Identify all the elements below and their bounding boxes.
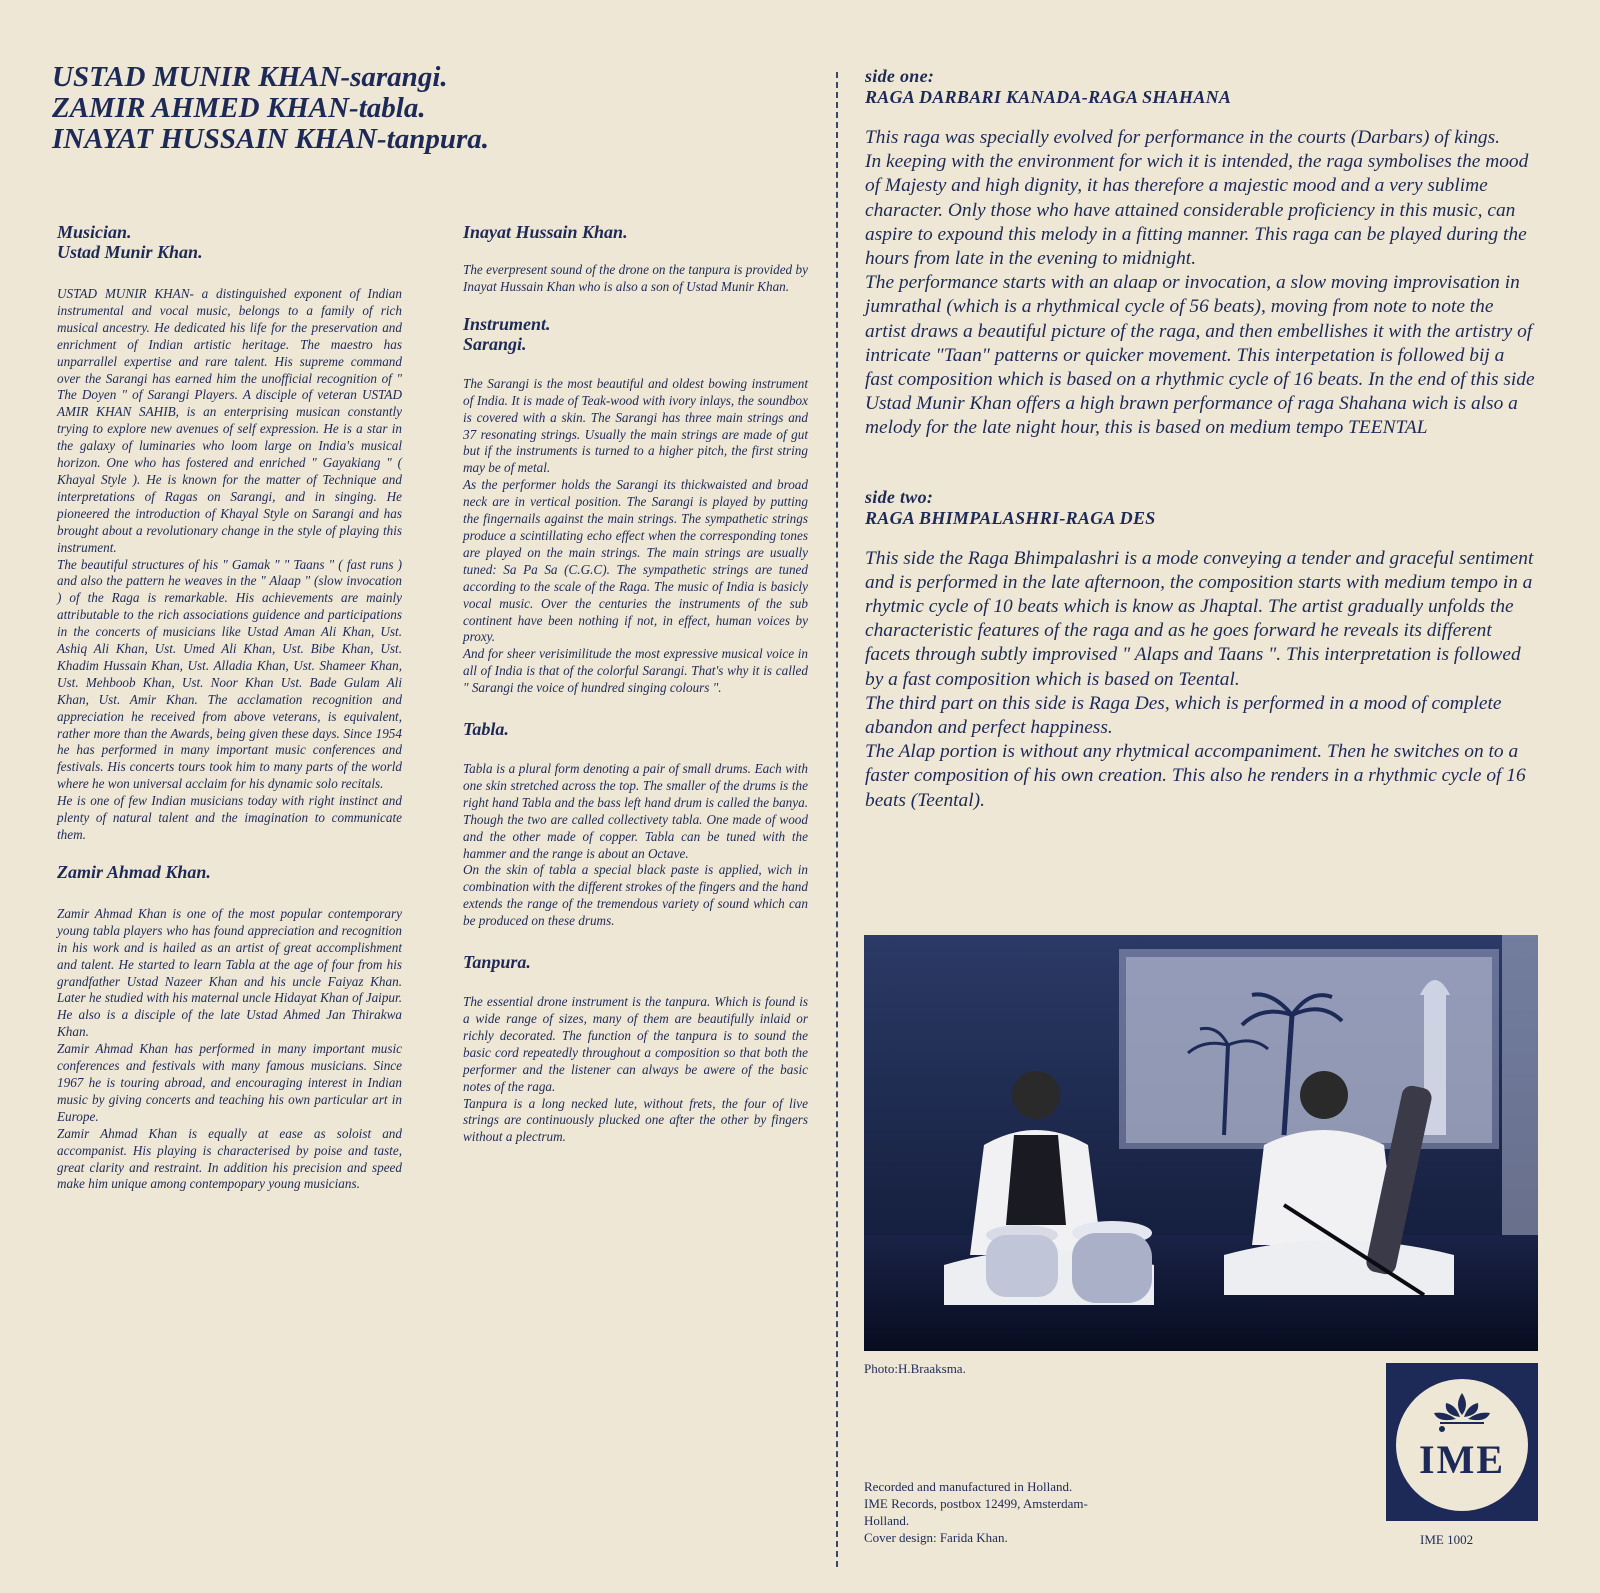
side-one-title: RAGA DARBARI KANADA-RAGA SHAHANA — [865, 87, 1232, 107]
musicians-photo — [864, 935, 1538, 1351]
side-two-paragraph-2: The third part on this side is Raga Des, which is performed in a mood of complete abandon and perfect happiness. — [865, 692, 1502, 739]
column-instruments — [463, 222, 808, 1146]
side-one-paragraph-3: The performance starts with an alaap or invocation, a slow moving improvisation in jumrathal (which is a rhythmical cycle of 56 beats), moving from note to note the artist draws a beautiful picture of the raga, and then embellishes it with the artistry of intricate "Taan" patterns or quicker movement. This interpetation is followed bij a fast composition which is based on a rhythmic cycle of 16 beats. In the end of this side Ustad Munir Khan offers a high brawn performance of raga Shahana wich is also a melody for the late night hour, this is based on medium tempo TEENTAL — [865, 272, 1535, 439]
musician-heading: Musician. — [57, 222, 132, 242]
zamir-paragraph-2: Zamir Ahmad Khan has performed in many important music conferences and festivals with many famous musicians. Since 1967 he is touring abroad, and encouraging interest in Indian music by giving concerts and teaching his own particular art in Europe. — [57, 1041, 402, 1124]
side-one-paragraph-2: In keeping with the environment for wich it is intended, the raga symbolises the mood of Majesty and high dignity, it has therefore a majestic mood and a very sublime character. Only those who have attained considerable proficiency in this music, can aspire to expound this melody in a fitting manner. This raga can be played during the hours from late in the evening to midnight. — [865, 151, 1529, 270]
inayat-paragraph: The everpresent sound of the drone on the tanpura is provided by Inayat Hussain Khan who is also a son of Ustad Munir Khan. — [463, 262, 808, 294]
tanpura-paragraph-1: The essential drone instrument is the tanpura. Which is found is a wide range of sizes, many of them are beautifully inlaid or richly decorated. The function of the tanpura is to sound the basic cord repeatedly throughout a composition so that both the performer and the listener can always be awere of the basic notes of the raga. — [463, 994, 808, 1094]
column-divider — [836, 72, 838, 1567]
footer-line-2: IME Records, postbox 12499, Amsterdam- — [864, 1496, 1088, 1511]
side-one-paragraph-1: This raga was specially evolved for performance in the courts (Darbars) of kings. — [865, 127, 1500, 148]
column-musicians — [57, 222, 402, 1193]
tanpura-paragraph-2: Tanpura is a long necked lute, without frets, the four of live strings are continuously plucked one after the other by fingers without a plectrum. — [463, 1095, 808, 1145]
sarangi-paragraph-3: And for sheer verisimilitude the most expressive musical voice in all of India is that of the colorful Sarangi. That's why it is called " Sarangi the voice of hundred singing colours ". — [463, 646, 808, 696]
photo-caption: Photo:H.Braaksma. — [864, 1361, 966, 1376]
zamir-heading: Zamir Ahmad Khan. — [57, 861, 211, 882]
footer-line-4: Cover design: Farida Khan. — [864, 1530, 1008, 1545]
credit-line-munir: USTAD MUNIR KHAN-sarangi. — [52, 61, 448, 93]
side-two-title: RAGA BHIMPALASHRI-RAGA DES — [865, 507, 1156, 528]
munir-paragraph-1: USTAD MUNIR KHAN- a distinguished exponent of Indian instrumental and vocal music, belongs to a family of rich musical ancestry. He dedicated his life for the preservation and enrichment of Indian artistic heritage. The maestro has unparrallel expertise and rare talent. His supreme command over the Sarangi has earned him the unofficial recognition of " The Doyen " of Sarangi Players. A disciple of veteran USTAD AMIR KHAN SAHIB, is an enterprising musican constantly trying to explore new avenues of self expression. He is a star in the galaxy of luminaries who loom large on India's musical horizon. One who has fostered and enriched " Gayakiang " ( Khayal Style ). He is known for the matter of Technique and interpretations of Ragas on Sarangi, and in singing. He pioneered the introduction of Khayal Style on Sarangi and has brought about a revolutionary change in the style of playing this instrument. — [57, 286, 402, 555]
side-one-label: side one: — [865, 66, 935, 86]
side-two-paragraph-3: The Alap portion is without any rhytmical accompaniment. Then he switches on to a faster composition of his own creation. This also he renders in a rhythmic cycle of 16 beats (Teental). — [865, 741, 1526, 811]
side-two-paragraph-1: This side the Raga Bhimpalashri is a mode conveying a tender and graceful sentiment and is performed in the late afternoon, the composition starts with medium tempo in a rhytmic cycle of 10 beats which is know as Jhaptal. The artist gradually unfolds the characteristic features of the raga and as he goes forward he reveals its different facets through subtly improvised " Alaps and Taans ". This interpretation is followed by a fast composition which is based on Teental. — [865, 547, 1534, 690]
munir-paragraph-2: The beautiful structures of his " Gamak " " Taans " ( fast runs ) and also the pattern he weaves in the " Alaap " (slow invocation ) of the Raga is remarkable. His achievements are mainly attributable to the rich associations guidence and participations in the concerts of musicians like Ustad Aman Ali Khan, Ust. Ashiq Ali Khan, Ust. Umed Ali Khan, Ust. Bibe Khan, Ust. Khadim Hussain Khan, Ust. Alladia Khan, Ust. Shameer Khan, Ust. Mehboob Khan, Ust. Noor Khan Ust. Bade Gulam Ali Khan, Ust. Amir Khan. The acclamation recognition and appreciation he received from above veterans, is equivalent, rather more than the Awards, being given these days. Since 1954 he has performed in many important music conferences and festivals. His concerts tours took him to many parts of the world where he won universal acclaim for his dynamic solo recitals. — [57, 556, 402, 792]
sarangi-paragraph-2: As the performer holds the Sarangi its thickwaisted and broad neck are in vertical position. The Sarangi is played by putting the fingernails against the main strings. The sympathetic strings produce a scintillating echo effect when the corresponding tones are played on the main strings. The main strings are usually tuned: Sa Pa Sa (C.G.C). The sympathetic strings are tuned according to the scale of the Raga. The music of India is basicly vocal music. Over the centuries the instruments of the sub continent have been nothing if not, in effect, human voices by proxy. — [463, 477, 808, 645]
instrument-heading: Instrument. — [463, 313, 551, 334]
credit-line-zamir: ZAMIR AHMED KHAN-tabla. — [52, 92, 426, 124]
credit-line-inayat: INAYAT HUSSAIN KHAN-tanpura. — [52, 123, 490, 155]
catalog-number: IME 1002 — [1420, 1532, 1474, 1547]
tabla-paragraph-2: On the skin of tabla a special black paste is applied, wich in combination with the different strokes of the fingers and the hand extends the range of the tremendous variety of sound which can be produced on these drums. — [463, 862, 808, 929]
tanpura-heading: Tanpura. — [463, 952, 531, 973]
inayat-heading: Inayat Hussain Khan. — [463, 222, 628, 242]
zamir-paragraph-1: Zamir Ahmad Khan is one of the most popular contemporary young tabla players who has found appreciation and recognition in his work and is hailed as an artist of great accomplishment and talent. He started to learn Tabla at the age of four from his grandfather Ustad Nazeer Khan and his uncle Faiyaz Khan. Later he studied with his maternal uncle Hidayat Khan of Jaipur. He also is a disciple of the late Ustad Ahmed Jan Thirakwa Khan. — [57, 905, 402, 1040]
footer-line-3: Holland. — [864, 1513, 910, 1528]
munir-heading: Ustad Munir Khan. — [57, 242, 203, 262]
column-sides — [865, 66, 1535, 813]
sarangi-paragraph-1: The Sarangi is the most beautiful and oldest bowing instrument of India. It is made of Teak-wood with ivory inlays, the soundbox is covered with a skin. The Sarangi has three main strings and 37 resonating strings. Usually the main strings are made of gut but if the instruments is turned to a higher pitch, the first string may be of metal. — [463, 375, 808, 476]
performer-credits — [52, 62, 772, 155]
zamir-paragraph-3: Zamir Ahmad Khan is equally at ease as soloist and accompanist. His playing is characterised by poise and taste, great clarity and restraint. In addition his precision and speed make him unique among contempopary young musicians. — [57, 1125, 402, 1192]
tabla-paragraph-1: Tabla is a plural form denoting a pair of small drums. Each with one skin stretched across the top. The smaller of the drums is the right hand Tabla and the bass left hand drum is called the banya. Though the two are called collectivety tabla. One made of wood and the other made of copper. Tabla can be tuned with the hammer and the range is about an Octave. — [463, 761, 808, 861]
tabla-heading: Tabla. — [463, 719, 509, 740]
sarangi-heading: Sarangi. — [463, 333, 527, 354]
footer-notes — [864, 1478, 1264, 1546]
ime-logo-text: IME — [1419, 1437, 1505, 1482]
munir-paragraph-3: He is one of few Indian musicians today with right instinct and plenty of natural talent and the imagination to communicate them. — [57, 793, 402, 842]
side-two-label: side two: — [865, 486, 934, 507]
musicians-photo-illustration — [864, 935, 1538, 1351]
footer-line-1: Recorded and manufactured in Holland. — [864, 1479, 1073, 1494]
